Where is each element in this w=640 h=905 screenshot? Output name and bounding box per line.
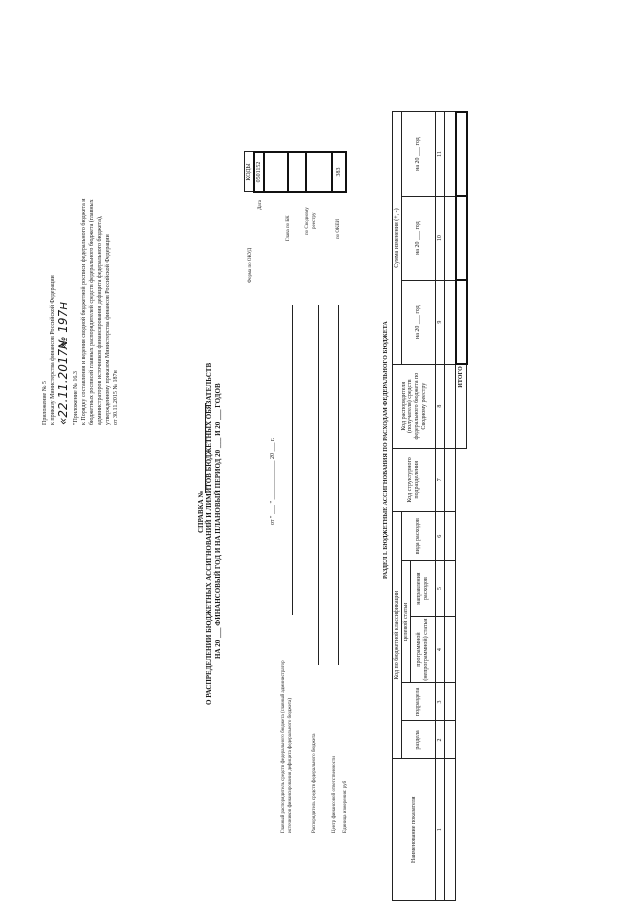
header-year3: на 20 ___ год <box>402 112 436 196</box>
col-num-2: 2 <box>436 721 445 759</box>
label-center: Центр финансовой ответственности <box>332 756 337 833</box>
header-year1: на 20 ___ год <box>402 280 436 364</box>
code-okei: 383 <box>332 152 346 192</box>
header-subsection: подраздела <box>402 683 436 721</box>
col-num-7: 7 <box>436 448 445 511</box>
header-program: программной (непрограммной) статьи <box>411 616 436 683</box>
appendix-line8: утвержденному приказом Министерства финансов Российской Федерации <box>105 234 111 425</box>
header-sum-group: Сумма изменения (+, -) <box>393 112 402 364</box>
header-target-group: целевой статьи <box>402 561 411 683</box>
title-line1: СПРАВКА № <box>197 490 205 533</box>
section1-title: РАЗДЕЛ I. БЮДЖЕТНЫЕ АССИГНОВАНИЯ ПО РАСХОДАМ ФЕДЕРАЛЬНОГО БЮДЖЕТА <box>383 321 389 579</box>
cell-direction <box>445 561 456 616</box>
appendix-number: № 197н <box>56 301 70 349</box>
cell-section <box>445 721 456 759</box>
appendix-date: «22.11.2017» <box>56 341 70 425</box>
appendix-line6: бюджетных росписей главных распорядителей средств федерального бюджета (главных <box>89 199 95 425</box>
code-okud: 0501152 <box>254 152 264 192</box>
col-num-9: 9 <box>436 280 445 364</box>
label-okei: по ОКЕИ <box>336 218 341 239</box>
appendix-line1: Приложение № 5 <box>42 381 48 425</box>
col-num-11: 11 <box>436 112 445 196</box>
cell-struct <box>445 448 456 511</box>
label-main-manager-2: источников финансирования дефицита федерального бюджета) <box>288 698 293 833</box>
cell-name <box>445 759 456 901</box>
header-type: вида расходов <box>402 511 436 560</box>
appendix-line5: к Порядку составления и ведения сводной бюджетной росписи федерального бюджета и <box>81 198 87 425</box>
codes-header: КОДЫ <box>245 152 255 192</box>
field-line-center <box>338 305 339 665</box>
codes-table <box>244 151 347 193</box>
cell-subsection <box>445 683 456 721</box>
total-row <box>456 112 467 901</box>
code-bk <box>288 152 306 192</box>
total-year1 <box>456 280 467 364</box>
col-num-10: 10 <box>436 196 445 280</box>
appendix-line7: администраторов источников финансирования дефицита федерального бюджета), <box>97 215 103 425</box>
header-year2: на 20 ___ год <box>402 196 436 280</box>
header-direction: направления расходов <box>411 561 436 616</box>
cell-year2 <box>445 196 456 280</box>
col-num-1: 1 <box>436 759 445 901</box>
header-manager: Код распорядителя (получателя) средств федерального бюджета по Сводному реестру <box>393 364 436 448</box>
appendix-line2: к приказу Министерства финансов Российской Федерации <box>50 275 56 425</box>
code-registry <box>306 152 332 192</box>
title-date-from: от " ___ " _____________ 20 ___ г. <box>270 437 276 525</box>
title-line2: О РАСПРЕДЕЛЕНИИ БЮДЖЕТНЫХ АССИГНОВАНИЙ И ЛИМИТОВ БЮДЖЕТНЫХ ОБЯЗАТЕЛЬСТВ <box>205 362 213 705</box>
col-num-4: 4 <box>436 616 445 683</box>
cell-manager <box>445 364 456 448</box>
col-num-5: 5 <box>436 561 445 616</box>
table-row <box>445 112 456 901</box>
total-year3 <box>456 112 467 196</box>
appendix-line4: "Приложение № 16.3 <box>73 371 79 425</box>
section1-table <box>392 111 468 901</box>
code-date <box>264 152 288 192</box>
header-name: Наименование показателя <box>393 759 436 901</box>
field-line-main-manager <box>292 305 293 615</box>
title-line3: НА 20 ___ ФИНАНСОВЫЙ ГОД И НА ПЛАНОВЫЙ ПЕРИОД 20 ___ И 20 ___ ГОДОВ <box>214 383 222 659</box>
cell-program <box>445 616 456 683</box>
label-registry: по Сводному <box>305 207 310 235</box>
header-struct: Код структурного подразделения <box>393 448 436 511</box>
label-date: Дата <box>258 200 263 210</box>
col-num-3: 3 <box>436 683 445 721</box>
cell-type <box>445 511 456 560</box>
label-manager: Распорядитель средств федерального бюджета <box>312 733 317 833</box>
field-line-manager <box>318 305 319 665</box>
total-label: ИТОГО <box>456 364 467 448</box>
label-unit: Единица измерения: руб <box>343 780 348 833</box>
label-registry-2: реестру <box>312 212 317 229</box>
total-year2 <box>456 196 467 280</box>
appendix-line9: от 30.11.2015 № 187н <box>113 370 119 425</box>
header-section: раздела <box>402 721 436 759</box>
header-code-group: Код по бюджетной классификации <box>393 511 402 758</box>
col-num-8: 8 <box>436 364 445 448</box>
cell-year3 <box>445 112 456 196</box>
label-bk: Глава по БК <box>286 215 291 241</box>
label-main-manager: Главный распорядитель средств федерального бюджета (главный администратор <box>281 660 286 833</box>
label-okud: Форма по ОКУД <box>248 247 253 283</box>
cell-year1 <box>445 280 456 364</box>
col-num-6: 6 <box>436 511 445 560</box>
